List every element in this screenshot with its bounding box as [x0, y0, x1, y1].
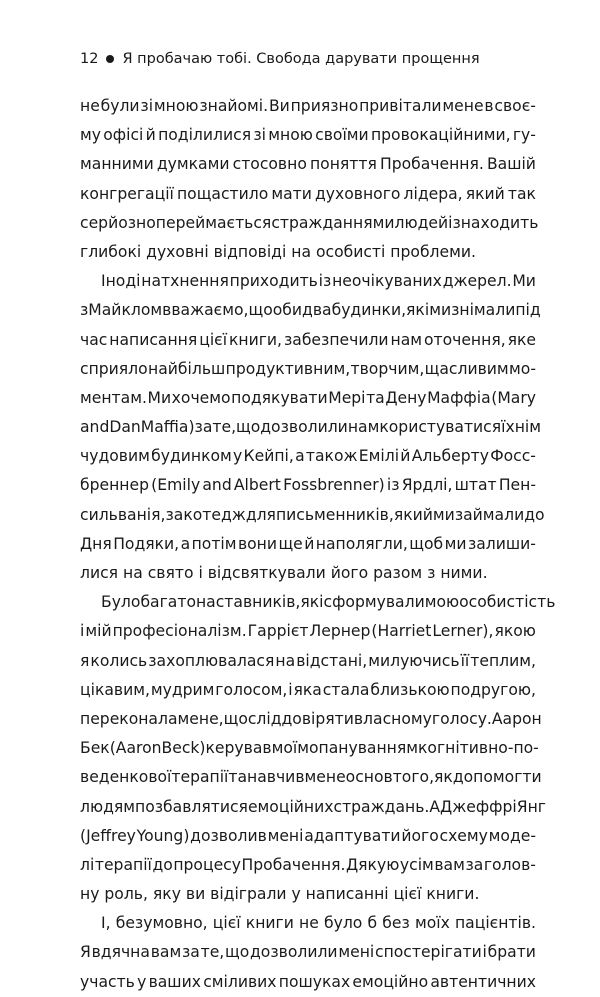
text-line: сприяло найбільш продуктивним, творчим, щасливим мо- — [80, 359, 536, 378]
text-line: сильванія, за котедж для письменників, який ми займали до — [80, 505, 545, 524]
page-number: 12 — [80, 51, 99, 67]
text-line: Іноді натхнення приходить із неочікуваних джерел. Ми — [101, 272, 536, 291]
text-line: цікавим, мудрим голосом, і яка стала близькою подругою, — [80, 680, 536, 699]
text-line: серйозно переймається стражданнями людей і знаходить — [80, 213, 539, 232]
text-line: переконала мене, що слід довіряти власному голосу. Аарон — [80, 709, 542, 728]
text-line: не були зі мною знайомі. Ви приязно привітали мене в своє- — [80, 97, 536, 115]
text-line: Дня Подяки, а потім вони ще й наполягли, щоб ми залиши- — [80, 534, 536, 553]
text-line: ментам. Ми хочемо подякувати Мері та Дену Маффіа (Mary — [80, 388, 536, 407]
bullet-separator-icon — [106, 55, 114, 63]
text-line: чудовим будинком у Кейпі, а також Емілі й Альберту Фосс- — [80, 447, 536, 466]
text-line: І, безумовно, цієї книги не було б без моїх пацієнтів. — [101, 914, 536, 933]
text-line: Я вдячна вам за те, що дозволили мені спостерігати і брати — [80, 943, 536, 962]
text-line: і мій професіоналізм. Гаррієт Лернер (Harriet Lerner), якою — [80, 622, 536, 641]
text-line: лися на свято і відсвяткували його разом з ними. — [80, 564, 488, 582]
running-title: Я пробачаю тобі. Свобода дарувати прощення — [122, 51, 480, 67]
text-line: з Майклом вважаємо, що обидва будинки, які ми знімали під — [80, 301, 541, 320]
text-line: конгрегації пощастило мати духовного лідера, який так — [80, 184, 536, 203]
text-line: му офісі й поділилися зі мною своїми провокаційними, гу- — [80, 126, 536, 145]
text-line: я колись захоплювалася на відстані, милуючись її теплим, — [80, 651, 536, 670]
paragraph — [80, 267, 545, 588]
text-line: Бек (Aaron Beck) керував моїм опануванням когнітивно-по- — [80, 739, 539, 758]
text-line: and Dan Maffia) за те, що дозволили нам користуватися їхнім — [80, 418, 541, 437]
text-line: бреннер (Emily and Albert Fossbrenner) із Ярдлі, штат Пен- — [80, 476, 536, 495]
text-line: лі терапії до процесу Пробачення. Дякую усім вам за голов- — [80, 855, 536, 874]
text-line: веденкової терапії та навчив мене основ того, як допомогти — [80, 768, 542, 787]
running-head — [80, 47, 480, 71]
paragraph — [80, 588, 556, 909]
text-line: (Jeffrey Young) дозволив мені адаптувати його схему моде- — [80, 826, 536, 845]
text-line: Було багато наставників, які сформували мою особистість — [101, 593, 556, 612]
paragraph — [80, 909, 536, 997]
text-line: час написання цієї книги, забезпечили нам оточення, яке — [80, 330, 536, 349]
paragraph — [80, 92, 539, 267]
text-line: глибокі духовні відповіді на особисті проблеми. — [80, 242, 476, 261]
text-line: людям позбавлятися емоційних страждань. А Джеффрі Янг — [80, 797, 546, 816]
text-line: манними думками стосовно поняття Пробачення. Вашій — [80, 155, 536, 174]
text-line: ну роль, яку ви відіграли у написанні цієї книги. — [80, 885, 480, 904]
text-line: участь у ваших сміливих пошуках емоційно автентичних — [80, 972, 536, 991]
body-text — [80, 92, 556, 997]
